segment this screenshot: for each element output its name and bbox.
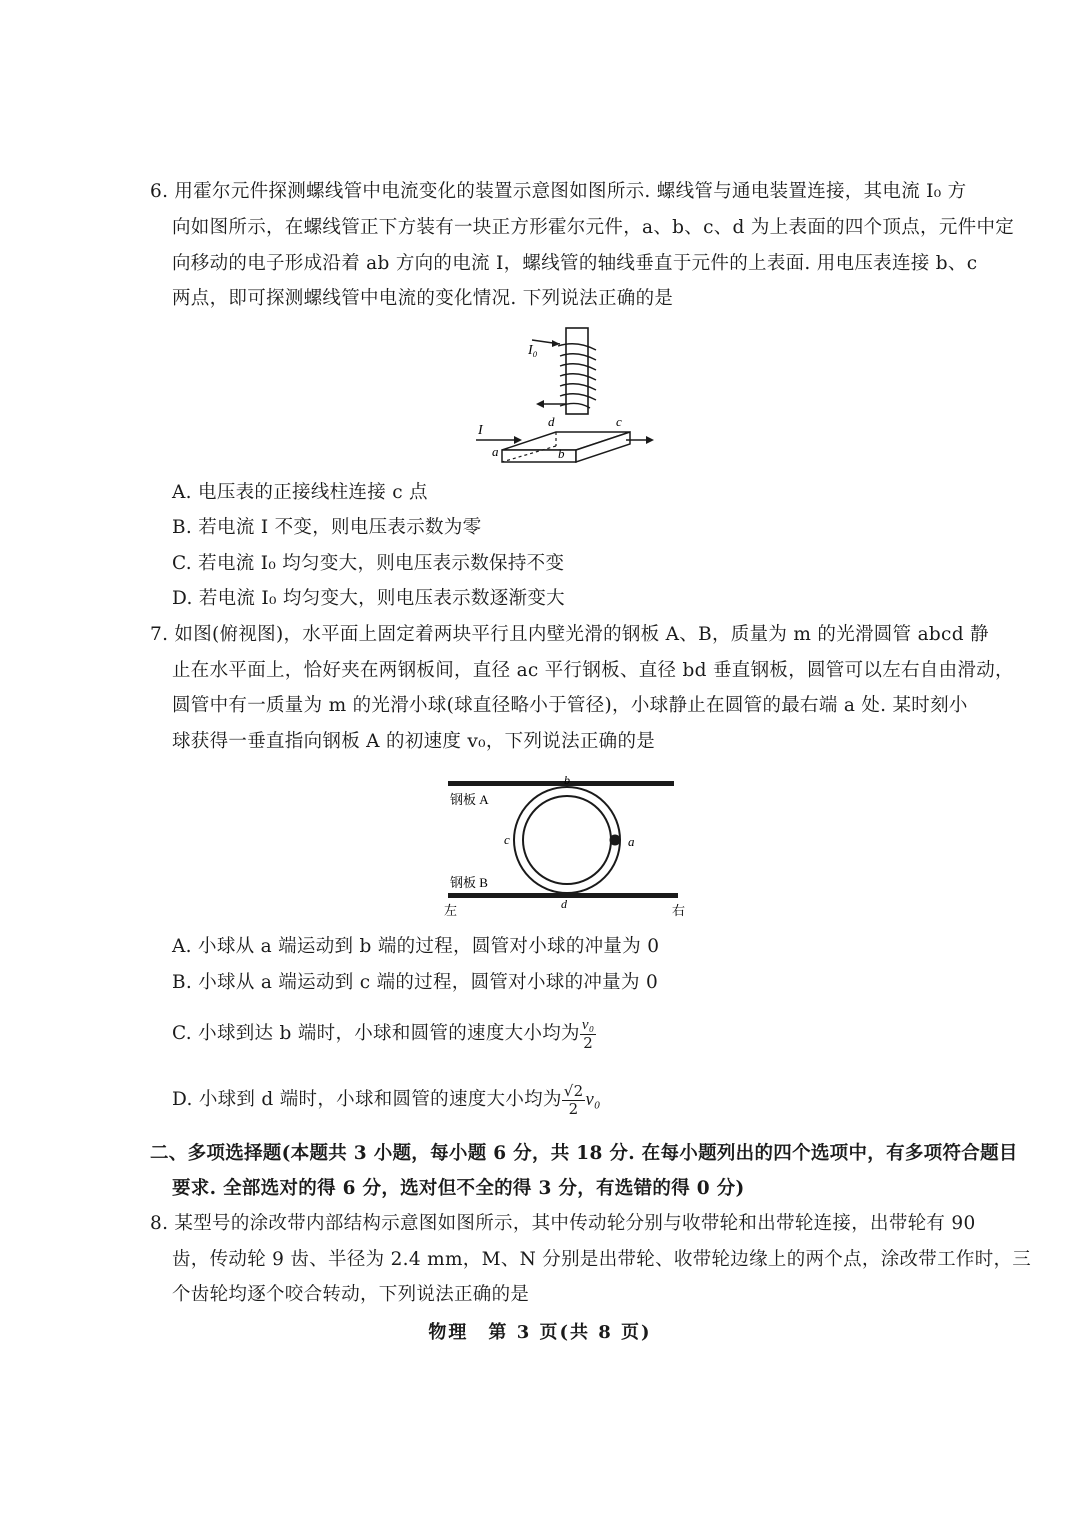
label-d: d bbox=[548, 414, 555, 429]
fraction-v0-over-2 bbox=[580, 1017, 596, 1052]
label-right: 右 bbox=[672, 903, 686, 918]
label-plate-a: 钢板 A bbox=[450, 792, 489, 807]
q7-option-a: A. 小球从 a 端运动到 b 端的过程，圆管对小球的冲量为 0 bbox=[172, 936, 660, 957]
q7-figure bbox=[440, 770, 700, 920]
q8-line-1: 8. 某型号的涂改带内部结构示意图如图所示，其中传动轮分别与收带轮和出带轮连接，出带轮有 90 bbox=[150, 1213, 976, 1234]
label-c: c bbox=[616, 414, 622, 429]
q6-line-3: 向移动的电子形成沿着 ab 方向的电流 I，螺线管的轴线垂直于元件的上表面. 用电压表连接 b、c bbox=[172, 253, 978, 274]
q7-option-d-tail: v₀ bbox=[585, 1090, 601, 1110]
fraction-sqrt2-over-2 bbox=[562, 1083, 586, 1118]
q6-option-b: B. 若电流 I 不变，则电压表示数为零 bbox=[172, 517, 482, 538]
q8-line-3: 个齿轮均逐个咬合转动，下列说法正确的是 bbox=[172, 1284, 530, 1305]
label-I0: I₀ bbox=[528, 343, 538, 358]
q7-option-b: B. 小球从 a 端运动到 c 端的过程，圆管对小球的冲量为 0 bbox=[172, 972, 659, 993]
q6-option-a: A. 电压表的正接线柱连接 c 点 bbox=[172, 482, 428, 503]
label-left: 左 bbox=[444, 903, 458, 918]
q7-line-2: 止在水平面上，恰好夹在两钢板间，直径 ac 平行钢板、直径 bd 垂直钢板，圆管可以左右自由滑动， bbox=[172, 660, 1014, 681]
fraction-denominator: 2 bbox=[568, 1099, 579, 1118]
q6-option-d: D. 若电流 I₀ 均匀变大，则电压表示数逐渐变大 bbox=[172, 588, 565, 609]
q6-figure bbox=[470, 322, 660, 472]
q6-line-2: 向如图所示，在螺线管正下方装有一块正方形霍尔元件，a、b、c、d 为上表面的四个顶点，元件中定 bbox=[172, 217, 1015, 238]
label-b: b bbox=[564, 773, 570, 787]
label-plate-b: 钢板 B bbox=[450, 875, 488, 890]
section2-line-2: 要求. 全部选对的得 6 分，选对但不全的得 3 分，有选错的得 0 分) bbox=[172, 1178, 745, 1199]
plate-a bbox=[448, 781, 674, 786]
ball bbox=[610, 835, 621, 846]
section2-line-1: 二、多项选择题(本题共 3 小题，每小题 6 分，共 18 分. 在每小题列出的四个选项中，有多项符合题目 bbox=[150, 1143, 1018, 1164]
fraction-numerator: √2 bbox=[563, 1081, 584, 1100]
label-I: I bbox=[478, 423, 483, 438]
q7-line-4: 球获得一垂直指向钢板 A 的初速度 v₀，下列说法正确的是 bbox=[172, 731, 656, 752]
q7-option-c-text: C. 小球到达 b 端时，小球和圆管的速度大小均为 bbox=[172, 1023, 580, 1044]
q7-option-d-text: D. 小球到 d 端时，小球和圆管的速度大小均为 bbox=[172, 1089, 562, 1110]
q6-option-c: C. 若电流 I₀ 均匀变大，则电压表示数保持不变 bbox=[172, 553, 565, 574]
page-footer: 物理 第 3 页(共 8 页) bbox=[428, 1322, 652, 1343]
label-a: a bbox=[628, 834, 635, 849]
label-c: c bbox=[504, 832, 510, 847]
q7-line-3: 圆管中有一质量为 m 的光滑小球(球直径略小于管径)，小球静止在圆管的最右端 a 处. 某时刻小 bbox=[172, 695, 968, 716]
q6-line-1: 6. 用霍尔元件探测螺线管中电流变化的装置示意图如图所示. 螺线管与通电装置连接，其电流 I₀ 方 bbox=[150, 181, 967, 202]
ring-inner bbox=[523, 796, 611, 884]
q7-option-c bbox=[172, 1014, 596, 1054]
label-d: d bbox=[561, 897, 567, 911]
hall-front-face bbox=[502, 450, 576, 462]
q7-option-d bbox=[172, 1080, 601, 1120]
q8-line-2: 齿，传动轮 9 齿、半径为 2.4 mm，M、N 分别是出带轮、收带轮边缘上的两个点，涂改带工作时，三 bbox=[172, 1249, 1032, 1270]
q6-line-4: 两点，即可探测螺线管中电流的变化情况. 下列说法正确的是 bbox=[172, 288, 674, 309]
label-b: b bbox=[558, 446, 565, 461]
fraction-numerator: v₀ bbox=[581, 1016, 595, 1033]
q7-line-1: 7. 如图(俯视图)，水平面上固定着两块平行且内壁光滑的钢板 A、B，质量为 m 的光滑圆管 abcd 静 bbox=[150, 624, 989, 645]
label-a: a bbox=[492, 444, 499, 459]
fraction-denominator: 2 bbox=[583, 1033, 594, 1052]
ring-outer bbox=[514, 787, 620, 893]
